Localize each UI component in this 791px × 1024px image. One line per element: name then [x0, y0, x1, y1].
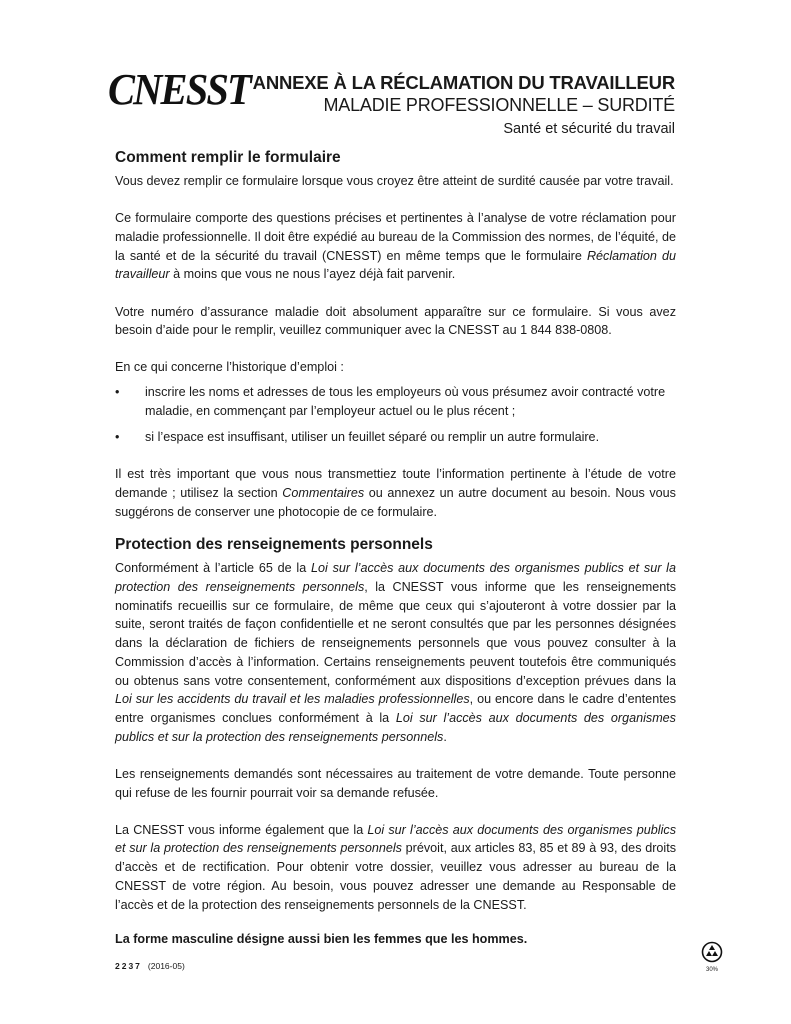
paragraph: Votre numéro d’assurance maladie doit absolument apparaître sur ce formulaire. Si vous avez besoin d’aide pour le remplir, veuillez communiquer avec la CNESST au 1 844 838-0808. — [115, 304, 676, 338]
paragraph: En ce qui concerne l’historique d’emploi : — [115, 360, 344, 375]
form-date: (2016-05) — [147, 961, 185, 971]
paragraph: La CNESST vous informe également que la Loi sur l’accès aux documents des organismes publics et sur la protection des renseignements personnels prévoit, aux articles 83, 85 et 89 à 93, des droits d’accès et de rectification. Pour obtenir votre dossier, veuillez vous adresser au bureau de la CNESST de votre région. Au besoin, vous pouvez adresser une demande au Responsable de l’accès et de la protection des renseignements personnels de la CNESST. — [115, 822, 676, 912]
list-item: • inscrire les noms et adresses de tous les employeurs où vous présumez avoir contracté votre maladie, en commençant par l’employeur actuel ou le plus récent ; — [115, 385, 666, 418]
section-title-instructions: Comment remplir le formulaire — [115, 149, 341, 166]
paragraph: Conformément à l’article 65 de la Loi sur l’accès aux documents des organismes publics et sur la protection des renseignements personnels, la CNESST vous informe que les renseignements nominatifs recueillis sur ce formulaire, de même que ceux qui s’ajouteront à votre dossier par la suite, seront traités de façon confidentielle et ne seront consultés que par les personnes désignées dans la déclaration de fichiers de renseignements personnels que vous pouvez consulter à la Commission d’accès à l’information. Certains renseignements peuvent toutefois être communiqués ou obtenus sans votre consentement, conformément aux dispositions d’exception prévues dans la Loi sur les accidents du travail et les maladies professionnelles, ou encore dans le cadre d’ententes entre organismes conclues conformément à la Loi sur l’accès aux documents des organismes publics et sur la protection des renseignements personnels. — [115, 561, 677, 744]
document-body — [115, 148, 676, 949]
recycled-paper-mark — [700, 941, 724, 973]
recycled-percentage: 30% — [705, 967, 718, 973]
document-header — [253, 72, 675, 140]
employment-history-list — [115, 383, 676, 446]
cnesst-logo: CNESST — [108, 65, 250, 114]
header-subtitle: MALADIE PROFESSIONNELLE – SURDITÉ — [323, 95, 675, 115]
paragraph: Il est très important que vous nous transmettiez toute l’information pertinente à l’étude de votre demande ; utilisez la section Commentaires ou annexez un autre document au besoin. Nous vous suggérons de conserver une photocopie de ce formulaire. — [115, 467, 676, 519]
section-title-privacy: Protection des renseignements personnels — [115, 536, 433, 554]
paragraph: Ce formulaire comporte des questions précises et pertinentes à l’analyse de votre réclamation pour maladie professionnelle. Il doit être expédié au bureau de la Commission des normes, de l’équité, de la santé et de la sécurité du travail (CNESST) en même temps que le formulaire Réclamation du travailleur à moins que vous ne nous l’ayez déjà fait parvenir. — [115, 211, 676, 282]
recycle-icon — [701, 941, 723, 963]
paragraph: Les renseignements demandés sont nécessaires au traitement de votre demande. Toute personne qui refuse de les fournir pourrait voir sa demande refusée. — [115, 766, 676, 800]
header-title: ANNEXE À LA RÉCLAMATION DU TRAVAILLEUR — [252, 72, 675, 93]
form-number: 2237 — [115, 961, 142, 971]
gender-note: La forme masculine désigne aussi bien les femmes que les hommes. — [115, 932, 528, 947]
paragraph: Vous devez remplir ce formulaire lorsque vous croyez être atteint de surdité causée par votre travail. — [115, 174, 674, 188]
form-footer — [115, 961, 185, 971]
header-tagline: Santé et sécurité du travail — [503, 121, 675, 137]
list-item: • si l’espace est insuffisant, utiliser un feuillet séparé ou remplir un autre formulaire. — [115, 429, 600, 444]
